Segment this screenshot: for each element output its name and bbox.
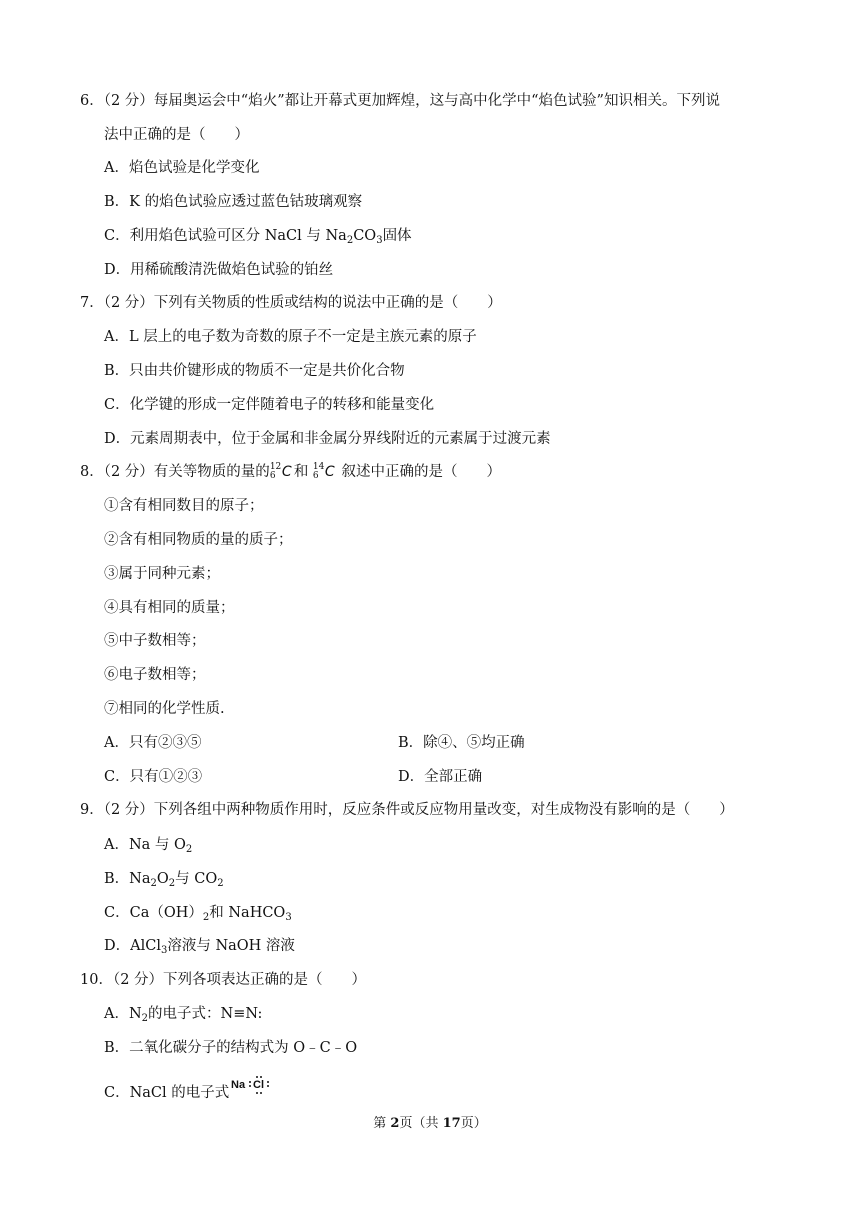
q9-a-text: A．Na 与 O xyxy=(104,837,186,853)
nacl-cl-symbol: Cl xyxy=(253,1079,265,1091)
q8-stem-text2: 叙述中正确的是（ ） xyxy=(341,464,502,480)
q9-option-a xyxy=(104,835,192,855)
q8-item-6: ⑥电子数相等； xyxy=(104,667,206,683)
q9-option-b xyxy=(104,869,224,889)
q8-item-2: ②含有相同物质的量的质子； xyxy=(104,532,293,548)
q6-option-a: A．焰色试验是化学变化 xyxy=(104,160,260,176)
nacl-electron-formula-image xyxy=(230,1075,274,1105)
q10-option-c xyxy=(104,1075,274,1105)
q9-b-sub1: 2 xyxy=(150,878,157,889)
q8-item-7: ⑦相同的化学性质. xyxy=(104,701,225,717)
q9-b-sub2: 2 xyxy=(168,878,176,889)
q8-option-a: A．只有②③⑤ xyxy=(104,735,202,751)
q8-option-d: D．全部正确 xyxy=(398,769,483,785)
q8-option-b: B．除④、⑤均正确 xyxy=(398,735,525,751)
q9-stem: 9．（2 分）下列各组中两种物质作用时，反应条件或反应物用量改变，对生成物没有影响的是（ ） xyxy=(80,802,734,818)
q8-item-4: ④具有相同的质量； xyxy=(104,600,235,616)
q7-option-b: B．只由共价键形成的物质不一定是共价化合物 xyxy=(104,363,405,379)
nuclide-c14-z: 6 xyxy=(312,471,319,481)
q10-c-text: C．NaCl 的电子式 xyxy=(104,1085,230,1101)
nacl-na-symbol: Na xyxy=(231,1079,246,1091)
q9-d-text2: 溶液与 NaOH 溶液 xyxy=(167,938,295,954)
q9-b-text3: 与 CO xyxy=(175,871,218,887)
nuclide-c14 xyxy=(313,462,337,482)
q6-c-sub1: 2 xyxy=(346,235,354,246)
q9-b-text2: O xyxy=(156,871,169,887)
nuclide-c12-z: 6 xyxy=(269,471,276,481)
q6-c-text2: CO xyxy=(353,228,377,244)
q10-option-a xyxy=(104,1004,262,1024)
q8-stem-text1: 8．（2 分）有关等物质的量的 xyxy=(80,464,270,480)
q8-item-1: ①含有相同数目的原子； xyxy=(104,498,264,514)
q6-stem-line1: 6．（2 分）每届奥运会中“焰火”都让开幕式更加辉煌，这与高中化学中“焰色试验”知识相关。下列说 xyxy=(80,93,720,109)
footer-total-pages: 17 xyxy=(442,1116,461,1131)
q9-option-d xyxy=(104,936,295,956)
q6-option-d: D．用稀硫酸清洗做焰色试验的铂丝 xyxy=(104,262,334,278)
q6-c-text3: 固体 xyxy=(382,228,412,244)
q9-b-text1: B．Na xyxy=(104,871,151,887)
q6-c-text1: C．利用焰色试验可区分 NaCl 与 Na xyxy=(104,228,347,244)
q9-d-sub: 3 xyxy=(160,945,168,956)
q9-c-text2: 和 NaHCO xyxy=(209,905,286,921)
q9-c-sub2: 3 xyxy=(285,912,292,923)
nuclide-c14-symbol: C xyxy=(324,464,335,480)
q10-a-text2: 的电子式：N≡N: xyxy=(148,1006,263,1022)
q9-c-sub1: 2 xyxy=(202,912,210,923)
q8-option-c: C．只有①②③ xyxy=(104,769,203,785)
nuclide-c14-mass: 14 xyxy=(312,462,325,472)
q8-item-5: ⑤中子数相等； xyxy=(104,633,206,649)
footer-text1: 第 xyxy=(373,1116,391,1131)
page-footer xyxy=(0,1112,860,1131)
q6-option-c xyxy=(104,226,412,246)
q10-a-text1: A．N xyxy=(104,1006,142,1022)
footer-text2: 页（共 xyxy=(399,1116,443,1131)
q9-d-text1: D．AlCl xyxy=(104,938,161,954)
q7-option-d: D．元素周期表中，位于金属和非金属分界线附近的元素属于过渡元素 xyxy=(104,431,551,447)
q8-stem-and: 和 xyxy=(293,464,309,480)
nuclide-c12-mass: 12 xyxy=(269,462,282,472)
q9-b-sub3: 2 xyxy=(217,878,224,889)
q7-stem: 7．（2 分）下列有关物质的性质或结构的说法中正确的是（ ） xyxy=(80,295,502,311)
q9-a-sub: 2 xyxy=(185,844,193,855)
q6-c-sub2: 3 xyxy=(376,235,383,246)
q10-stem: 10．（2 分）下列各项表达正确的是（ ） xyxy=(80,972,367,988)
q8-item-3: ③属于同种元素； xyxy=(104,566,220,582)
q6-option-b: B．K 的焰色试验应透过蓝色钴玻璃观察 xyxy=(104,194,363,210)
q7-option-a: A．L 层上的电子数为奇数的原子不一定是主族元素的原子 xyxy=(104,329,477,345)
q8-stem xyxy=(80,462,501,482)
footer-text3: 页） xyxy=(460,1116,487,1131)
nuclide-c12-symbol: C xyxy=(281,464,292,480)
q9-c-text1: C．Ca（OH） xyxy=(104,905,203,921)
footer-page-number: 2 xyxy=(390,1116,400,1131)
q6-stem-line2: 法中正确的是（ ） xyxy=(104,127,249,143)
q10-option-b: B．二氧化碳分子的结构式为 O﹣C﹣O xyxy=(104,1040,358,1056)
q10-a-sub: 2 xyxy=(141,1013,149,1024)
q9-option-c xyxy=(104,903,292,923)
nuclide-c12 xyxy=(270,462,294,482)
q7-option-c: C．化学键的形成一定伴随着电子的转移和能量变化 xyxy=(104,397,435,413)
